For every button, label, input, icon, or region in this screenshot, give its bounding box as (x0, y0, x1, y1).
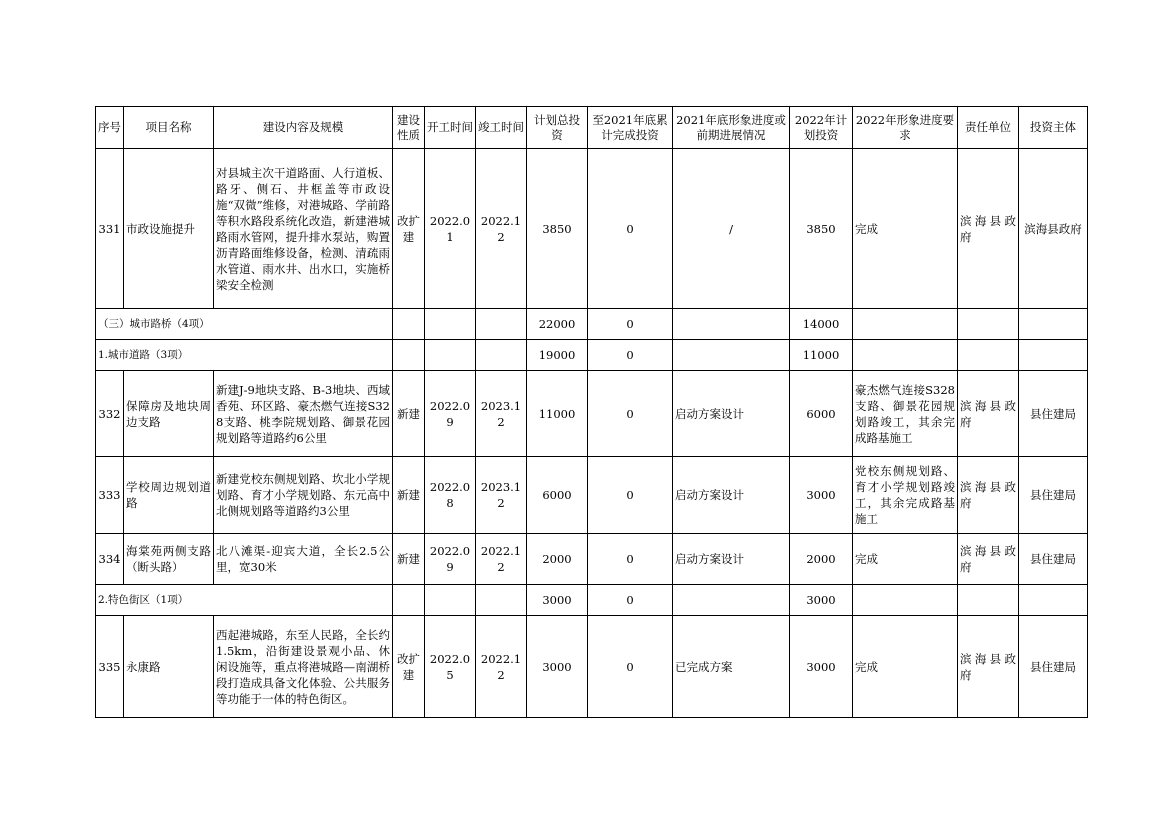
header-progress-2021: 2021年底形象进度或前期进展情况 (673, 107, 790, 149)
header-name: 项目名称 (124, 107, 214, 149)
cell-plan-total: 3000 (527, 585, 588, 616)
header-req-2022: 2022年形象进度要求 (853, 107, 958, 149)
project-table (95, 106, 1088, 718)
cell-plan-2022: 3000 (790, 616, 853, 718)
cell-seq: 332 (96, 371, 124, 457)
cell-start: 2022.01 (425, 149, 476, 309)
cell-cum-2021: 0 (588, 534, 673, 585)
cell-start: 2022.08 (425, 457, 476, 534)
cell-start: 2022.05 (425, 616, 476, 718)
cell-nature: 新建 (393, 534, 425, 585)
cell-req-2022: 完成 (853, 534, 958, 585)
cell-unit: 滨海县政府 (958, 457, 1019, 534)
cell-plan-total: 2000 (527, 534, 588, 585)
cell-cum-2021: 0 (588, 149, 673, 309)
cell-plan-2022: 2000 (790, 534, 853, 585)
cell-cum-2021: 0 (588, 340, 673, 371)
cell-progress-2021: 启动方案设计 (673, 371, 790, 457)
cell-name: 保障房及地块周边支路 (124, 371, 214, 457)
cell-plan-total: 3850 (527, 149, 588, 309)
table-row-332 (96, 371, 1088, 457)
cell-name: 永康路 (124, 616, 214, 718)
table-row-335 (96, 616, 1088, 718)
subsection-row-city-roads (96, 340, 1088, 371)
cell-nature: 改扩建 (393, 616, 425, 718)
cell-plan-2022: 3000 (790, 457, 853, 534)
cell-unit: 滨海县政府 (958, 371, 1019, 457)
header-nature: 建设性质 (393, 107, 425, 149)
cell-content: 新建J-9地块支路、B-3地块、西域香苑、环区路、豪杰燃气连接S328支路、桃李院规划路、御景花园规划路等道路约6公里 (214, 371, 393, 457)
cell-plan-2022: 14000 (790, 309, 853, 340)
cell-req-2022: 完成 (853, 149, 958, 309)
cell-investor: 滨海县政府 (1019, 149, 1088, 309)
cell-req-2022: 党校东侧规划路、育才小学规划路竣工，其余完成路基施工 (853, 457, 958, 534)
header-plan-2022: 2022年计划投资 (790, 107, 853, 149)
cell-end: 2023.12 (476, 457, 527, 534)
cell-progress-2021: 启动方案设计 (673, 457, 790, 534)
cell-cum-2021: 0 (588, 457, 673, 534)
cell-unit: 滨海县政府 (958, 616, 1019, 718)
cell-seq: 335 (96, 616, 124, 718)
cell-nature: 新建 (393, 457, 425, 534)
header-investor: 投资主体 (1019, 107, 1088, 149)
section-row-city-roads-bridges (96, 309, 1088, 340)
cell-unit: 滨海县政府 (958, 534, 1019, 585)
cell-end: 2022.12 (476, 534, 527, 585)
cell-progress-2021: 已完成方案 (673, 616, 790, 718)
cell-plan-total: 11000 (527, 371, 588, 457)
cell-seq: 331 (96, 149, 124, 309)
cell-seq: 333 (96, 457, 124, 534)
cell-name: 学校周边规划道路 (124, 457, 214, 534)
cell-content: 新建党校东侧规划路、坎北小学规划路、育才小学规划路、东元高中北侧规划路等道路约3公里 (214, 457, 393, 534)
cell-end: 2022.12 (476, 149, 527, 309)
cell-plan-2022: 3850 (790, 149, 853, 309)
cell-progress-2021: / (673, 149, 790, 309)
header-seq: 序号 (96, 107, 124, 149)
header-unit: 责任单位 (958, 107, 1019, 149)
cell-start: 2022.09 (425, 371, 476, 457)
cell-unit: 滨海县政府 (958, 149, 1019, 309)
cell-plan-2022: 6000 (790, 371, 853, 457)
header-plan-total: 计划总投资 (527, 107, 588, 149)
cell-plan-2022: 3000 (790, 585, 853, 616)
cell-cum-2021: 0 (588, 585, 673, 616)
cell-investor: 县住建局 (1019, 616, 1088, 718)
header-end: 竣工时间 (476, 107, 527, 149)
cell-investor: 县住建局 (1019, 371, 1088, 457)
header-start: 开工时间 (425, 107, 476, 149)
cell-cum-2021: 0 (588, 371, 673, 457)
header-row (96, 107, 1088, 149)
table-row-331 (96, 149, 1088, 309)
cell-seq: 334 (96, 534, 124, 585)
cell-cum-2021: 0 (588, 616, 673, 718)
cell-name: 市政设施提升 (124, 149, 214, 309)
header-content: 建设内容及规模 (214, 107, 393, 149)
cell-end: 2023.12 (476, 371, 527, 457)
subsection-row-feature-streets (96, 585, 1088, 616)
table-row-334 (96, 534, 1088, 585)
cell-plan-total: 19000 (527, 340, 588, 371)
cell-content: 北八滩渠-迎宾大道，全长2.5公里，宽30米 (214, 534, 393, 585)
cell-investor: 县住建局 (1019, 534, 1088, 585)
cell-content: 西起港城路，东至人民路，全长约1.5km，沿街建设景观小品、休闲设施等，重点将港城路—南湖桥段打造成具备文化体验、公共服务等功能于一体的特色街区。 (214, 616, 393, 718)
subsection-label: 2.特色街区（1项） (96, 585, 393, 616)
cell-content: 对县城主次干道路面、人行道板、路牙、侧石、井框盖等市政设施“双微”维修，对港城路、学前路等积水路段系统化改造，新建港城路雨水管网，提升排水泵站，购置沥青路面维修设备，检测、清疏雨水管道、雨水井、出水口，实施桥梁安全检测 (214, 149, 393, 309)
cell-plan-total: 6000 (527, 457, 588, 534)
section-label: （三）城市路桥（4项） (96, 309, 393, 340)
cell-progress-2021: 启动方案设计 (673, 534, 790, 585)
cell-investor: 县住建局 (1019, 457, 1088, 534)
cell-cum-2021: 0 (588, 309, 673, 340)
cell-nature: 新建 (393, 371, 425, 457)
cell-req-2022: 豪杰燃气连接S328支路、御景花园规划路竣工，其余完成路基施工 (853, 371, 958, 457)
header-cum-2021: 至2021年底累计完成投资 (588, 107, 673, 149)
cell-req-2022: 完成 (853, 616, 958, 718)
cell-nature: 改扩建 (393, 149, 425, 309)
cell-end: 2022.12 (476, 616, 527, 718)
table-row-333 (96, 457, 1088, 534)
cell-plan-total: 3000 (527, 616, 588, 718)
cell-plan-2022: 11000 (790, 340, 853, 371)
cell-plan-total: 22000 (527, 309, 588, 340)
cell-start: 2022.09 (425, 534, 476, 585)
subsection-label: 1.城市道路（3项） (96, 340, 393, 371)
cell-name: 海棠苑两侧支路（断头路） (124, 534, 214, 585)
